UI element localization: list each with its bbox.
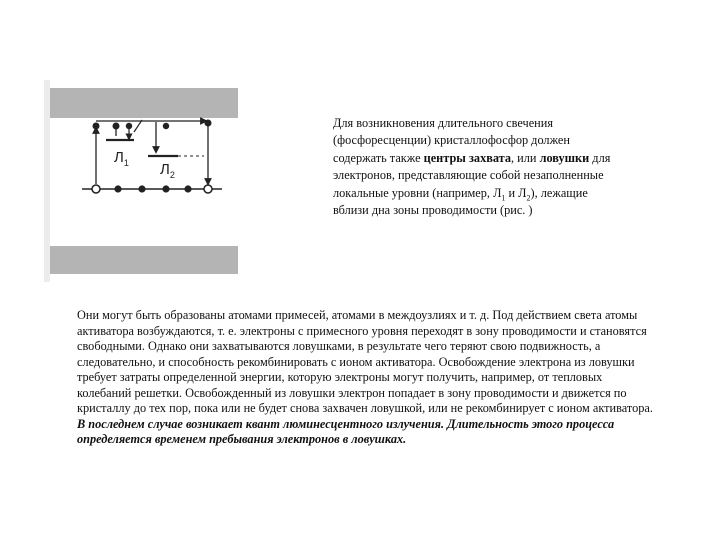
- activator-ion-left: [92, 185, 100, 193]
- intro-paragraph: Для возникновения длительного свечения (фосфоресценции) кристаллофосфор должен содержать также центры захвата, или ловушки для электронов, представляющие собой незаполненные локальные уровни (например, $Л_1$ и $Л_2$), лежащие вблизи дна зоны проводимости (рис. ): [333, 116, 611, 218]
- emphasis-text: В последнем случае возникает квант люминесцентного излучения. Длительность этого процесса определяется временем пребывания электронов в ловушках.: [77, 416, 615, 446]
- conduction-band: [50, 88, 238, 118]
- trap2-label: $Л_2$: [160, 161, 175, 180]
- term-capture-centers: центры захвата: [423, 150, 512, 165]
- valence-band: [50, 246, 238, 274]
- trap1-label: $Л_1$: [114, 149, 129, 168]
- term-traps: ловушки: [539, 150, 590, 165]
- trap-levels-diagram: [44, 80, 270, 282]
- activator-ion-right: [204, 185, 212, 193]
- body-paragraph: Они могут быть образованы атомами примесей, атомами в междоузлиях и т. д. Под действием света атомы активатора возбуждаются, т. е. электроны с примесного уровня переходят в зону проводимости и становятся свободными. Однако они захватываются ловушками, в результате чего теряют свою подвижность, а следовательно, и способность рекомбинировать с ионом активатора. Освобождение электрона из ловушки требует затраты определенной энергии, которую электроны могут получить, например, от тепловых колебаний решетки. Освобожденный из ловушки электрон попадает в зону проводимости и движется по кристаллу до тех пор, пока или не будет снова захвачен ловушкой, или не рекомбинирует с ионом активатора. В последнем случае возникает квант люминесцентного излучения. Длительность этого процесса определяется временем пребывания электронов в ловушках.: [77, 308, 653, 446]
